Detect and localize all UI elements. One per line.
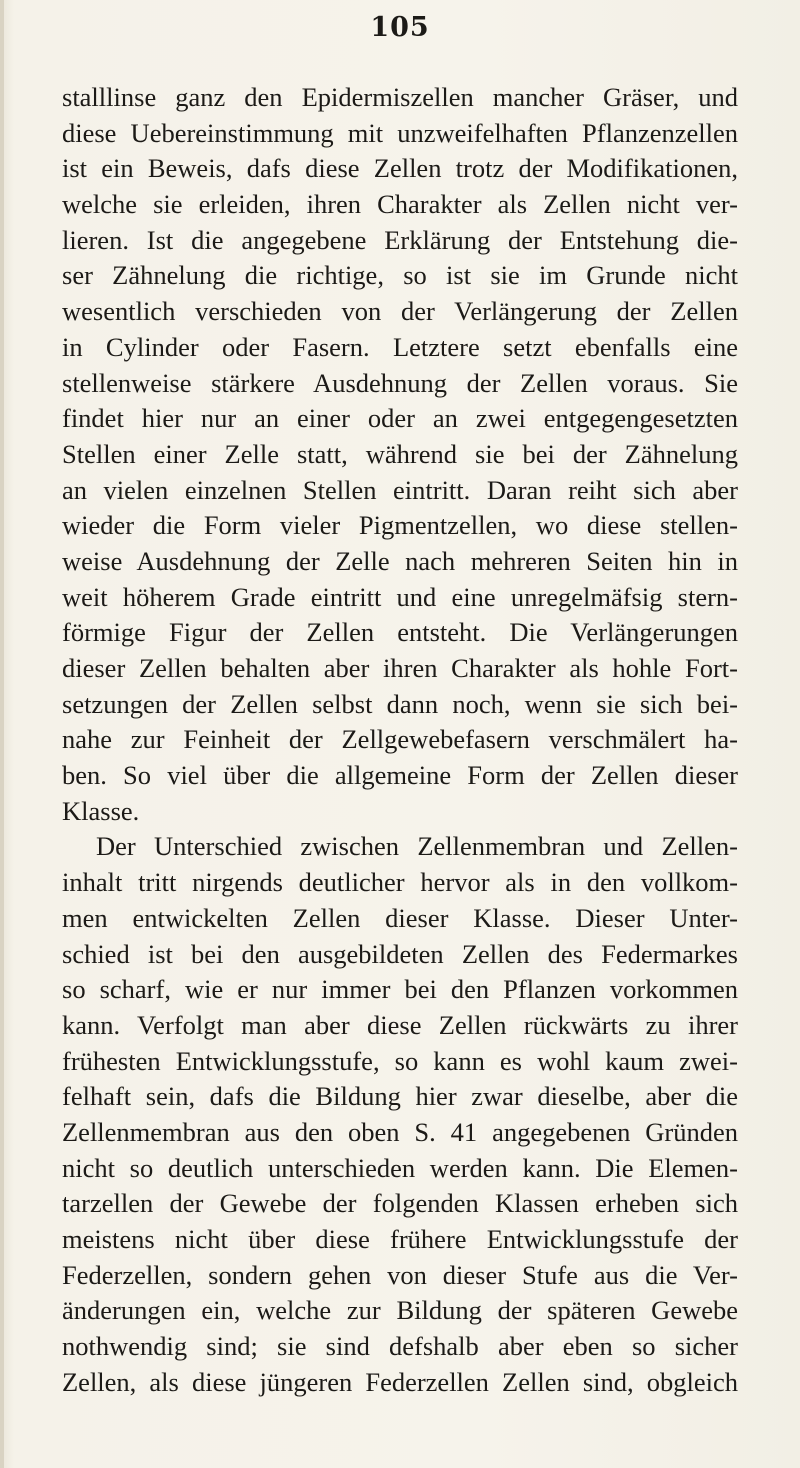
text-line: findet hier nur an einer oder an zwei entgegengesetzten xyxy=(62,403,738,434)
text-line: felhaft sein, dafs die Bildung hier zwar dieselbe, aber die xyxy=(62,1081,738,1112)
text-line: kann. Verfolgt man aber diese Zellen rückwärts zu ihrer xyxy=(62,1009,738,1040)
text-line: meistens nicht über diese frühere Entwicklungsstufe der xyxy=(62,1224,738,1254)
text-line: an vielen einzelnen Stellen eintritt. Daran reiht sich aber xyxy=(62,474,738,505)
text-line: dieser Zellen behalten aber ihren Charakter als hohle Fort- xyxy=(62,653,738,683)
text-line: wieder die Form vieler Pigmentzellen, wo diese stellen- xyxy=(62,510,738,541)
text-line: ist ein Beweis, dafs diese Zellen trotz der Modifikationen, xyxy=(62,153,738,184)
text-line: förmige Figur der Zellen entsteht. Die Verlängerungen xyxy=(62,617,738,648)
text-line: änderungen ein, welche zur Bildung der späteren Gewebe xyxy=(62,1295,738,1326)
page-edge xyxy=(0,0,4,1468)
text-line: Zellen, als diese jüngeren Federzellen Zellen sind, obgleich xyxy=(62,1366,738,1397)
text-line: welche sie erleiden, ihren Charakter als Zellen nicht ver- xyxy=(62,189,738,220)
text-line: so scharf, wie er nur immer bei den Pflanzen vorkommen xyxy=(62,974,738,1005)
paragraph-end-line: Klasse. xyxy=(62,795,140,826)
text-line: tarzellen der Gewebe der folgenden Klassen erheben sich xyxy=(62,1188,738,1219)
text-line: nahe zur Feinheit der Zellgewebefasern verschmälert ha- xyxy=(62,724,738,755)
text-line: nothwendig sind; sie sind defshalb aber eben so sicher xyxy=(62,1331,738,1362)
text-line: men entwickelten Zellen dieser Klasse. Dieser Unter- xyxy=(62,902,738,933)
page-number: 105 xyxy=(370,12,430,43)
text-line: stellenweise stärkere Ausdehnung der Zellen voraus. Sie xyxy=(62,367,738,398)
text-line: schied ist bei den ausgebildeten Zellen des Federmarkes xyxy=(62,938,738,969)
text-line: ser Zähnelung die richtige, so ist sie im Grunde nicht xyxy=(62,260,738,291)
paragraph-first-line: Der Unterschied zwischen Zellenmembran und Zellen- xyxy=(96,831,738,862)
text-line: stalllinse ganz den Epidermiszellen mancher Gräser, und xyxy=(62,82,738,112)
body-text xyxy=(62,80,738,1400)
text-line: wesentlich verschieden von der Verlängerung der Zellen xyxy=(62,296,738,327)
text-line: weit höherem Grade eintritt und eine unregelmäfsig stern- xyxy=(62,581,738,612)
text-line: Stellen einer Zelle statt, während sie bei der Zähnelung xyxy=(62,438,738,469)
text-line: nicht so deutlich unterschieden werden kann. Die Elemen- xyxy=(62,1152,738,1183)
text-line: lieren. Ist die angegebene Erklärung der Entstehung die- xyxy=(62,224,738,255)
text-line: inhalt tritt nirgends deutlicher hervor als in den vollkom- xyxy=(62,867,738,898)
text-line: ben. So viel über die allgemeine Form der Zellen dieser xyxy=(62,760,738,791)
text-line: diese Uebereinstimmung mit unzweifelhaften Pflanzenzellen xyxy=(62,117,738,148)
text-line: weise Ausdehnung der Zelle nach mehreren Seiten hin in xyxy=(62,545,738,576)
text-line: in Cylinder oder Fasern. Letztere setzt ebenfalls eine xyxy=(62,331,738,362)
text-line: Zellenmembran aus den oben S. 41 angegebenen Gründen xyxy=(62,1116,738,1147)
text-line: setzungen der Zellen selbst dann noch, wenn sie sich bei- xyxy=(62,688,738,719)
text-line: Federzellen, sondern gehen von dieser Stufe aus die Ver- xyxy=(62,1259,738,1290)
text-line: frühesten Entwicklungsstufe, so kann es wohl kaum zwei- xyxy=(62,1045,738,1076)
